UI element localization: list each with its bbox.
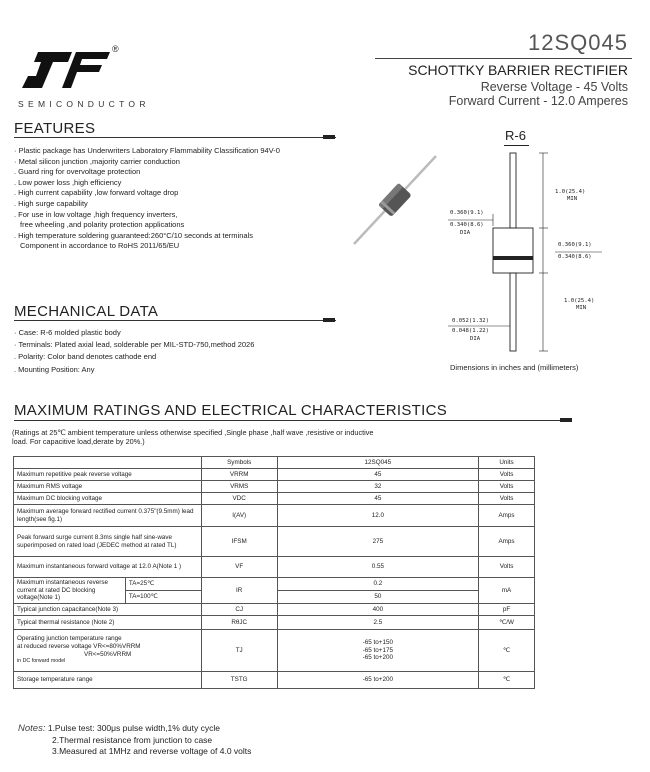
header-rule (375, 58, 632, 59)
notes-section (18, 723, 251, 758)
row-symbol: I(AV) (201, 505, 277, 527)
features-list (14, 146, 280, 252)
table-row (14, 481, 535, 493)
brand-logo (18, 48, 128, 92)
row-symbol: IFSM (201, 527, 277, 557)
row-param: Maximum average forward rectified current 0.375"(9.5mm) lead length(see fig.1) (14, 505, 202, 527)
row-unit: Volts (479, 557, 535, 578)
table-row (14, 527, 535, 557)
table-header-row (14, 457, 535, 469)
dim-lead-min: MIN (567, 196, 578, 202)
note-1: 1.Pulse test: 300μs pulse width,1% duty cycle (47, 723, 220, 733)
features-rule (14, 137, 336, 138)
row-unit: Volts (479, 469, 535, 481)
row-param: Maximum instantaneous forward voltage at 12.0 A(Note 1 ) (14, 557, 202, 578)
row-param: Typical thermal resistance (Note 2) (14, 616, 202, 630)
dim-lead-length-2: 1.0(25.4) (564, 298, 595, 304)
row-value: 32 (277, 481, 478, 493)
dimensions-note: Dimensions in inches and (millimeters) (450, 363, 579, 372)
registered-mark: ® (112, 44, 119, 54)
ratings-conditions (12, 428, 373, 446)
mechanical-rule-end (323, 318, 335, 322)
ratings-conditions-line2: load. For capacitive load,derate by 20%.) (12, 437, 145, 446)
diode-illustration (350, 150, 440, 250)
row-condition: TA=25℃ (125, 578, 201, 591)
dim-lead-min-2: MIN (576, 305, 587, 311)
row-symbol: VRMS (201, 481, 277, 493)
mechanical-item: . Polarity: Color band denotes cathode end (14, 352, 157, 362)
mechanical-title: MECHANICAL DATA (14, 303, 159, 320)
row-symbol: TSTG (201, 672, 277, 689)
package-name-underline (504, 145, 529, 146)
row-value: 12.0 (277, 505, 478, 527)
tj-value-2: -65 to+175 (362, 646, 393, 654)
row-param: Storage temperature range (14, 672, 202, 689)
row-param: Maximum repetitive peak reverse voltage (14, 469, 202, 481)
row-unit: mA (479, 578, 535, 604)
features-title: FEATURES (14, 120, 96, 137)
ratings-rule (14, 420, 571, 421)
current-rating: Forward Current - 12.0 Amperes (448, 94, 628, 108)
tj-param-line4: in DC forward model (17, 658, 66, 665)
part-number: 12SQ045 (528, 30, 628, 55)
row-param: Maximum RMS voltage (14, 481, 202, 493)
feature-item: Component in accordance to RoHS 2011/65/EU (20, 241, 180, 251)
dim-body-length-max: 0.360(9.1) (558, 242, 592, 248)
feature-item: . High temperature soldering guaranteed:260°C/10 seconds at terminals (14, 230, 253, 240)
row-param: Peak forward surge current 8.3ms single half sine-wave superimposed on rated load (JEDEC method at rated TL) (14, 527, 202, 557)
notes-label: Notes: (18, 723, 46, 734)
table-row (14, 616, 535, 630)
row-unit: ℃/W (479, 616, 535, 630)
row-value: 45 (277, 469, 478, 481)
voltage-rating: Reverse Voltage - 45 Volts (480, 80, 628, 94)
row-unit: Amps (479, 505, 535, 527)
note-2: 2.Thermal resistance from junction to case (52, 734, 213, 745)
row-value: 0.55 (277, 557, 478, 578)
tj-value-1: -65 to+150 (362, 639, 393, 647)
ratings-title: MAXIMUM RATINGS AND ELECTRICAL CHARACTERISTICS (14, 402, 448, 419)
feature-item: . Guard ring for overvoltage protection (14, 167, 141, 177)
row-unit: Amps (479, 527, 535, 557)
note-3: 3.Measured at 1MHz and reverse voltage of 4.0 volts (52, 746, 252, 756)
table-row-tj (14, 630, 535, 672)
ratings-table (13, 456, 535, 689)
mechanical-item: · Terminals: Plated axial lead, solderable per MIL-STD-750,method 2026 (14, 340, 255, 350)
table-row (14, 469, 535, 481)
dim-lead-length: 1.0(25.4) (555, 189, 586, 195)
table-row-ir (14, 578, 535, 591)
feature-item: · Plastic package has Underwriters Laboratory Flammability Classification 94V-0 (14, 146, 280, 155)
row-symbol: VRRM (201, 469, 277, 481)
col-units: Units (479, 457, 535, 469)
row-value: 50 (277, 591, 478, 604)
dim-body-dia-min: 0.340(8.6) (450, 222, 484, 228)
feature-item: . High surge capability (14, 198, 88, 208)
mechanical-rule (14, 320, 336, 321)
feature-item: . For use in low voltage ,high frequency inverters, (14, 209, 178, 219)
row-symbol: VDC (201, 493, 277, 505)
mechanical-list (14, 327, 254, 376)
row-param (14, 630, 202, 672)
row-value: 0.2 (277, 578, 478, 591)
table-row (14, 505, 535, 527)
row-symbol: IR (201, 578, 277, 604)
table-row (14, 604, 535, 616)
row-value: 2.5 (277, 616, 478, 630)
col-symbols: Symbols (201, 457, 277, 469)
row-param: Maximum DC blocking voltage (14, 493, 202, 505)
package-name: R-6 (505, 128, 526, 143)
row-symbol: VF (201, 557, 277, 578)
mechanical-item: . Mounting Position: Any (14, 364, 95, 374)
row-unit: ℃ (479, 672, 535, 689)
row-symbol: CJ (201, 604, 277, 616)
dim-lead-dia-label: DIA (470, 336, 481, 342)
row-unit: Volts (479, 481, 535, 493)
tj-param-line1: Operating junction temperature range (17, 635, 122, 643)
row-param: Typical junction capacitance(Note 3) (14, 604, 202, 616)
tj-param-line2: at reduced reverse voltage VR<=80%VRRM (17, 642, 141, 650)
row-symbol: RθJC (201, 616, 277, 630)
row-unit: ℃ (479, 630, 535, 672)
row-param: Maximum instantaneous reverse current at rated DC blocking voltage(Note 1) (14, 578, 126, 604)
table-row (14, 557, 535, 578)
dim-body-length-min: 0.340(8.6) (558, 254, 592, 260)
dim-lead-dia-max: 0.052(1.32) (452, 318, 490, 324)
feature-item: free wheeling ,and polarity protection applications (20, 220, 185, 230)
features-rule-end (323, 135, 335, 139)
feature-item: . Low power loss ,high efficiency (14, 177, 122, 187)
ratings-conditions-line1: (Ratings at 25℃ ambient temperature unless otherwise specified ,Single phase ,half wave ,resistive or inductive (12, 428, 374, 437)
row-unit: Volts (479, 493, 535, 505)
row-value (277, 630, 478, 672)
table-row (14, 672, 535, 689)
row-unit: pF (479, 604, 535, 616)
dim-body-dia-label: DIA (460, 230, 471, 236)
brand-subtitle: SEMICONDUCTOR (18, 99, 150, 109)
row-value: 45 (277, 493, 478, 505)
row-value: 275 (277, 527, 478, 557)
row-value: -65 to+200 (277, 672, 478, 689)
row-condition: TA=100℃ (125, 591, 201, 604)
ratings-rule-end (560, 418, 572, 422)
tj-value-3: -65 to+200 (362, 654, 393, 662)
row-value: 400 (277, 604, 478, 616)
feature-item: · Metal silicon junction ,majority carrier conduction (14, 156, 180, 166)
tj-param-line3: VR<=50%VRRM (84, 650, 132, 658)
dim-lead-dia-min: 0.048(1.22) (452, 328, 490, 334)
mechanical-item: · Case: R-6 molded plastic body (14, 328, 121, 337)
row-symbol: TJ (201, 630, 277, 672)
feature-item: . High current capability ,low forward voltage drop (14, 188, 179, 198)
device-title: SCHOTTKY BARRIER RECTIFIER (408, 62, 628, 78)
table-row (14, 493, 535, 505)
dim-body-dia-max: 0.360(9.1) (450, 210, 484, 216)
col-part: 12SQ045 (277, 457, 478, 469)
